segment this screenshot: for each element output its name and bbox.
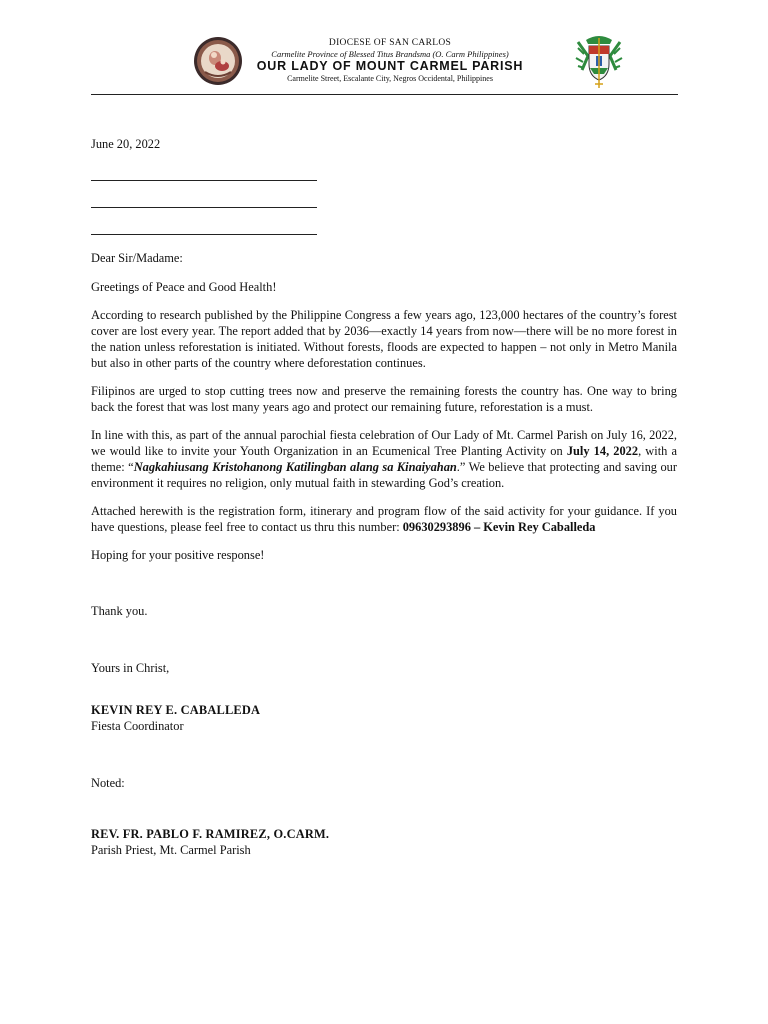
parish-name: OUR LADY OF MOUNT CARMEL PARISH — [256, 59, 524, 73]
thank-you-line: Thank you. — [91, 604, 148, 618]
province-name: Carmelite Province of Blessed Titus Brandsma (O. Carm Philippines) — [271, 49, 509, 59]
paragraph-3-text: In line with this, as part of the annual parochial fiesta celebration of Our Lady of Mt. Carmel Parish on July 16, 2022, we would like to invite your Youth Organization in an Ecumenical Tree Planting Activity on — [91, 428, 677, 458]
contact-info: 09630293896 – Kevin Rey Caballeda — [402, 520, 596, 534]
diocese-coat-of-arms-icon — [574, 34, 624, 90]
diocese-name: DIOCESE OF SAN CARLOS — [328, 38, 452, 48]
signatory-title: Parish Priest, Mt. Carmel Parish — [91, 843, 251, 857]
activity-date: July 14, 2022 — [566, 444, 639, 458]
recipient-line — [91, 196, 317, 208]
paragraph-3-text: , with a theme: “ — [91, 444, 677, 474]
signatory-name: REV. FR. PABLO F. RAMIREZ, O.CARM. — [91, 827, 330, 841]
paragraph-3 — [91, 427, 677, 491]
parish-seal-icon — [193, 36, 243, 86]
letter-body — [91, 136, 677, 858]
recipient-line — [91, 169, 317, 181]
paragraph-4-text: Attached herewith is the registration form, itinerary and program flow of the said activity for your guidance. If you have questions, please feel free to contact us thru this number: — [91, 504, 677, 534]
paragraph-1: According to research published by the Philippine Congress a few years ago, 123,000 hectares of the country’s forest cover are lost every year. The report added that by 2036—exactly 14 years from now—there will be no more forest in the nation unless reforestation is initiated. Without forests, floods are expected to happen – not only in Metro Manila but also in other parts of the country where deforestation continues. — [91, 308, 677, 370]
signatory-name: KEVIN REY E. CABALLEDA — [91, 703, 261, 717]
hoping-line: Hoping for your positive response! — [91, 548, 265, 562]
letter-date: June 20, 2022 — [91, 137, 161, 151]
paragraph-2: Filipinos are urged to stop cutting trees now and preserve the remaining forests the country has. One way to bring back the forest that was lost many years ago and protect our remaining future, reforestation is a must. — [91, 384, 677, 414]
paragraph-4 — [91, 503, 677, 535]
paragraph-3-text: .” We believe that protecting and saving our environment it requires no religion, only mutual faith in stewarding God’s creation. — [91, 460, 677, 490]
letterhead-divider — [91, 94, 678, 95]
signatory-title: Fiesta Coordinator — [91, 719, 184, 733]
letterhead — [240, 38, 540, 84]
salutation: Dear Sir/Madame: — [91, 251, 183, 265]
greeting: Greetings of Peace and Good Health! — [91, 280, 277, 294]
signature-block-priest — [91, 826, 677, 858]
recipient-line — [91, 223, 317, 235]
signature-block-coordinator — [91, 702, 677, 734]
noted-label: Noted: — [91, 776, 125, 790]
activity-theme: Nagkahiusang Kristohanong Katilingban alang sa Kinaiyahan — [133, 460, 457, 474]
parish-address: Carmelite Street, Escalante City, Negros Occidental, Philippines — [287, 74, 493, 83]
complimentary-close: Yours in Christ, — [91, 661, 170, 675]
